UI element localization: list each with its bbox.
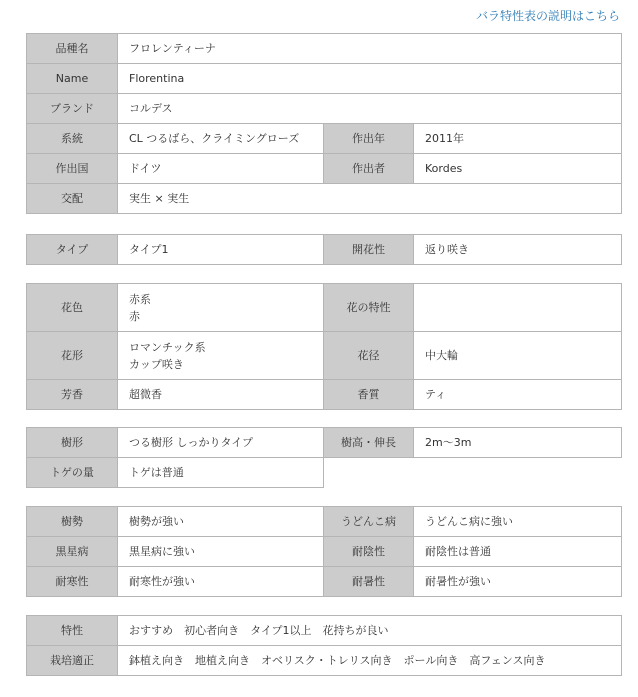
basic-info-table xyxy=(26,33,622,214)
table-row xyxy=(27,537,622,567)
powdery-mildew-value: うどんこ病に強い xyxy=(414,507,622,537)
flower-shape-line: カップ咲き xyxy=(129,357,184,371)
table-row xyxy=(27,94,622,124)
shade-tolerance-value: 耐陰性は普通 xyxy=(414,537,622,567)
flower-table xyxy=(26,283,622,410)
vigor-label: 樹勢 xyxy=(27,507,118,537)
table-row xyxy=(27,646,622,676)
brand-value: コルデス xyxy=(118,94,622,124)
cold-tolerance-value: 耐寒性が強い xyxy=(118,567,324,597)
english-name-value: Florentina xyxy=(118,64,622,94)
table-row xyxy=(27,428,622,458)
type-table xyxy=(26,234,622,265)
cultivation-value: 鉢植え向き 地植え向き オベリスク・トレリス向き ポール向き 高フェンス向き xyxy=(118,646,622,676)
tree-table xyxy=(26,427,622,488)
table-row xyxy=(27,154,622,184)
flower-feature-value xyxy=(414,284,622,332)
year-value: 2011年 xyxy=(414,124,622,154)
shade-tolerance-label: 耐陰性 xyxy=(324,537,414,567)
thorn-value: トゲは普通 xyxy=(118,458,324,488)
black-spot-label: 黒星病 xyxy=(27,537,118,567)
flower-color-label: 花色 xyxy=(27,284,118,332)
tree-form-label: 樹形 xyxy=(27,428,118,458)
breeder-label: 作出者 xyxy=(324,154,414,184)
powdery-mildew-label: うどんこ病 xyxy=(324,507,414,537)
table-row xyxy=(27,34,622,64)
black-spot-value: 黒星病に強い xyxy=(118,537,324,567)
table-row xyxy=(27,380,622,410)
cross-label: 交配 xyxy=(27,184,118,214)
flower-size-label: 花径 xyxy=(324,332,414,380)
table-row xyxy=(27,184,622,214)
table-row xyxy=(27,284,622,332)
tree-height-value: 2m～3m xyxy=(414,428,622,458)
vigor-value: 樹勢が強い xyxy=(118,507,324,537)
table-row xyxy=(27,64,622,94)
bloom-value: 返り咲き xyxy=(414,235,622,265)
heat-tolerance-label: 耐暑性 xyxy=(324,567,414,597)
table-row xyxy=(27,332,622,380)
scent-label: 香質 xyxy=(324,380,414,410)
year-label: 作出年 xyxy=(324,124,414,154)
cross-value: 実生 × 実生 xyxy=(118,184,622,214)
empty-cell xyxy=(324,458,622,488)
table-row xyxy=(27,124,622,154)
flower-size-value: 中大輪 xyxy=(414,332,622,380)
flower-shape-line: ロマンチック系 xyxy=(129,340,206,354)
traits-table xyxy=(26,615,622,676)
breeder-value: Kordes xyxy=(414,154,622,184)
table-row xyxy=(27,235,622,265)
table-row xyxy=(27,458,622,488)
table-row xyxy=(27,616,622,646)
heat-tolerance-value: 耐暑性が強い xyxy=(414,567,622,597)
cultivation-label: 栽培適正 xyxy=(27,646,118,676)
flower-shape-label: 花形 xyxy=(27,332,118,380)
fragrance-label: 芳香 xyxy=(27,380,118,410)
traits-label: 特性 xyxy=(27,616,118,646)
bloom-label: 開花性 xyxy=(324,235,414,265)
country-value: ドイツ xyxy=(118,154,324,184)
tree-form-value: つる樹形 しっかりタイプ xyxy=(118,428,324,458)
flower-color-line: 赤系 xyxy=(129,292,151,306)
table-row xyxy=(27,507,622,537)
country-label: 作出国 xyxy=(27,154,118,184)
flower-color-line: 赤 xyxy=(129,309,140,323)
lineage-label: 系統 xyxy=(27,124,118,154)
lineage-value: CL つるばら、クライミングローズ xyxy=(118,124,324,154)
scent-value: ティ xyxy=(414,380,622,410)
rose-spec-help-link[interactable]: バラ特性表の説明はこちら xyxy=(475,9,620,23)
fragrance-value: 超微香 xyxy=(118,380,324,410)
flower-feature-label: 花の特性 xyxy=(324,284,414,332)
cold-tolerance-label: 耐寒性 xyxy=(27,567,118,597)
brand-label: ブランド xyxy=(27,94,118,124)
flower-shape-value xyxy=(118,332,324,380)
traits-value: おすすめ 初心者向き タイプ1以上 花持ちが良い xyxy=(118,616,622,646)
thorn-label: トゲの量 xyxy=(27,458,118,488)
type-label: タイプ xyxy=(27,235,118,265)
health-table xyxy=(26,506,622,597)
variety-name-label: 品種名 xyxy=(27,34,118,64)
english-name-label: Name xyxy=(27,64,118,94)
variety-name-value: フロレンティーナ xyxy=(118,34,622,64)
table-row xyxy=(27,567,622,597)
type-value: タイプ1 xyxy=(118,235,324,265)
flower-color-value xyxy=(118,284,324,332)
tree-height-label: 樹高・伸長 xyxy=(324,428,414,458)
